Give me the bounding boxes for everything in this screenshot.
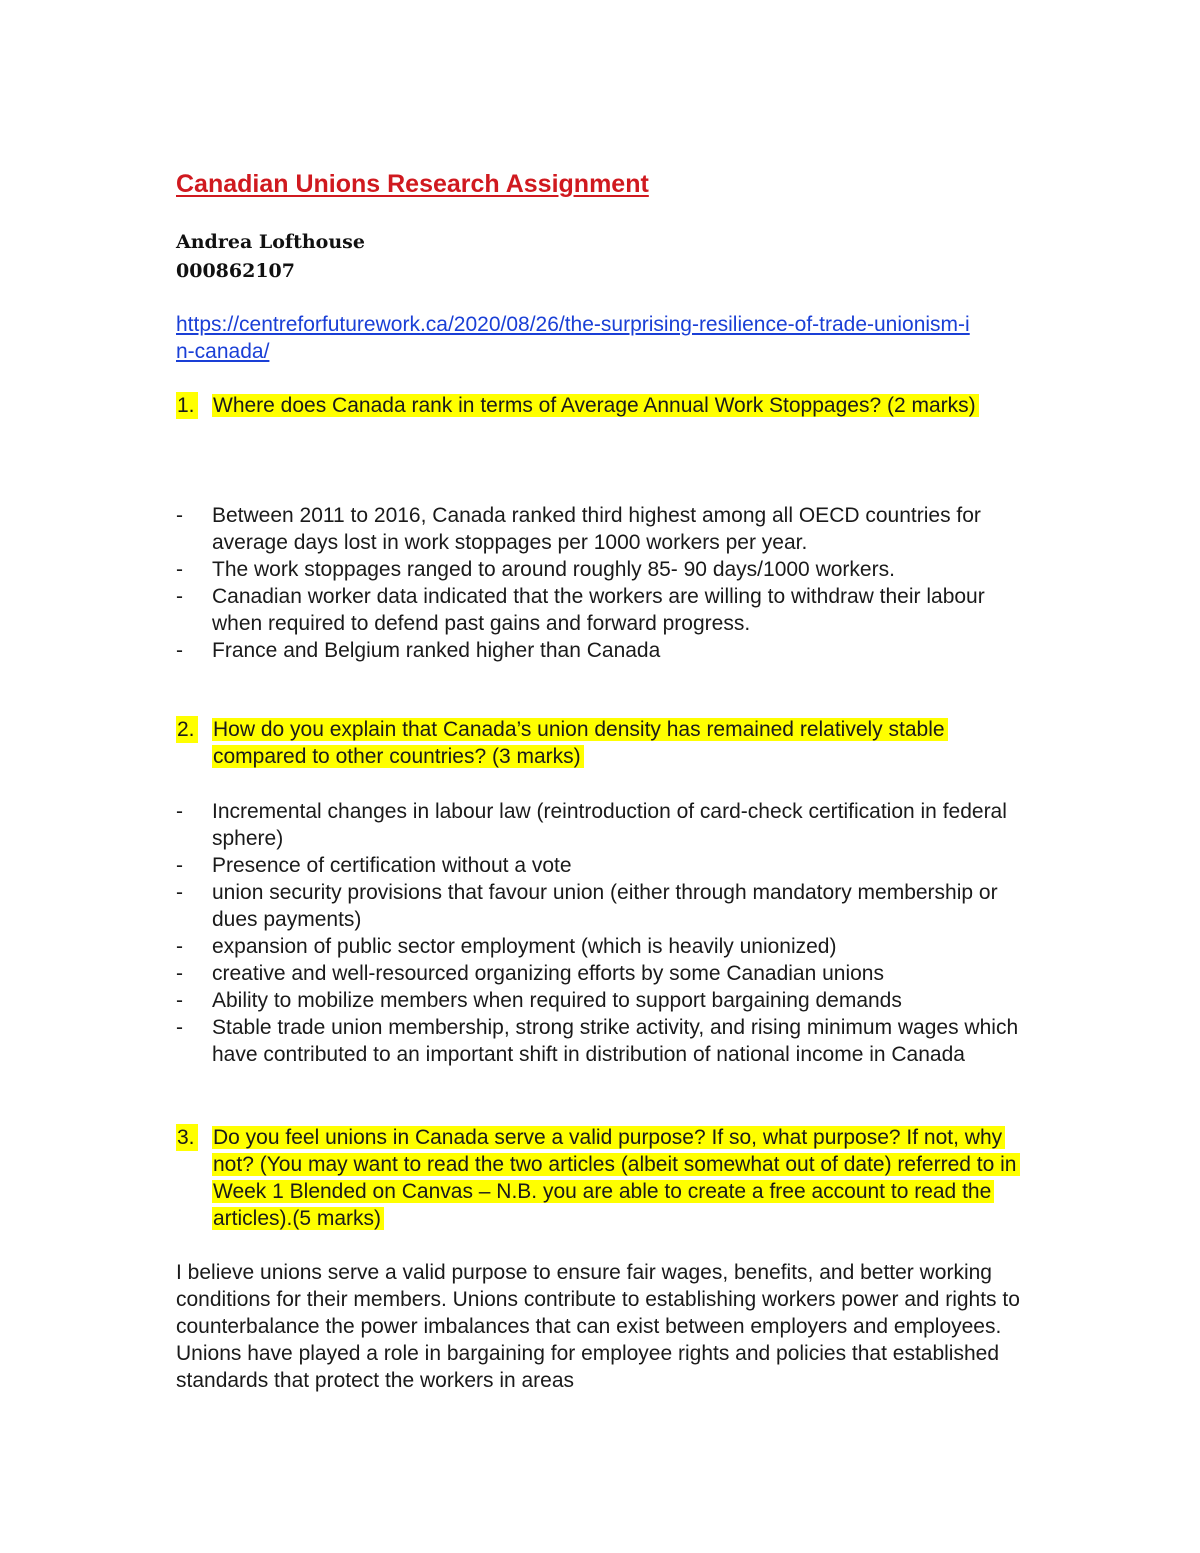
author-name: Andrea Lofthouse (176, 231, 365, 253)
answer-text: The work stoppages ranged to around roughly 85- 90 days/1000 workers. (212, 558, 895, 581)
bullet-dash: - (176, 935, 183, 958)
bullet-dash: - (176, 989, 183, 1012)
bullet-dash: - (176, 854, 183, 877)
question-1-number: 1. (176, 392, 198, 419)
bullet-dash: - (176, 585, 183, 608)
answer-paragraph: I believe unions serve a valid purpose to ensure fair wages, benefits, and better working conditions for their members. Unions contribute to establishing workers power and rights to counterbalance the power imbalances that can exist between employers and employees. Unions have played a role in bargaining for employee rights and policies that established standards that protect the workers in areas (176, 1261, 1020, 1392)
answer-text: Canadian worker data indicated that the workers are willing to withdraw their labour when required to defend past gains and forward progress. (212, 585, 985, 635)
question-3 (177, 1124, 1022, 1232)
list-item (176, 987, 1022, 1014)
question-3-number: 3. (176, 1124, 198, 1151)
bullet-dash: - (176, 962, 183, 985)
student-id: 000862107 (176, 260, 295, 282)
question-2 (177, 716, 1022, 770)
answer-list-1 (176, 502, 1022, 664)
list-item (176, 556, 1022, 583)
bullet-dash: - (176, 800, 183, 823)
list-item (176, 502, 1022, 556)
list-item (176, 637, 1022, 664)
bullet-dash: - (176, 1016, 183, 1039)
list-item (176, 879, 1022, 933)
list-item (176, 852, 1022, 879)
list-item (176, 933, 1022, 960)
answer-text: Between 2011 to 2016, Canada ranked third highest among all OECD countries for average days lost in work stoppages per 1000 workers per year. (212, 504, 981, 554)
bullet-dash: - (176, 881, 183, 904)
question-3-text: Do you feel unions in Canada serve a valid purpose? If so, what purpose? If not, why not? (You may want to read the two articles (albeit somewhat out of date) referred to in Week 1 Blended on Canvas – N.B. you are able to create a free account to read the articles).(5 marks) (212, 1126, 1020, 1230)
answer-text: Presence of certification without a vote (212, 854, 572, 877)
list-item (176, 798, 1022, 852)
question-2-number: 2. (176, 716, 198, 743)
answer-text: France and Belgium ranked higher than Canada (212, 639, 661, 662)
list-item (176, 960, 1022, 987)
answer-text: expansion of public sector employment (which is heavily unionized) (212, 935, 837, 958)
answer-text: Incremental changes in labour law (reintroduction of card-check certification in federal sphere) (212, 800, 1007, 850)
answer-text: Stable trade union membership, strong strike activity, and rising minimum wages which have contributed to an important shift in distribution of national income in Canada (212, 1016, 1019, 1066)
list-item (176, 583, 1022, 637)
author-block (176, 228, 365, 286)
answer-text: creative and well-resourced organizing efforts by some Canadian unions (212, 962, 884, 985)
bullet-dash: - (176, 558, 183, 581)
source-link[interactable]: https://centreforfuturework.ca/2020/08/26/the-surprising-resilience-of-trade-unionism-in-canada/ (176, 313, 970, 363)
bullet-dash: - (176, 504, 183, 527)
list-item (176, 1014, 1022, 1068)
question-1 (177, 392, 1022, 419)
question-2-text: How do you explain that Canada’s union density has remained relatively stable compared to other countries? (3 marks) (212, 718, 948, 768)
bullet-dash: - (176, 639, 183, 662)
answer-list-2 (176, 798, 1022, 1068)
answer-text: union security provisions that favour union (either through mandatory membership or dues payments) (212, 881, 998, 931)
document-title: Canadian Unions Research Assignment (176, 170, 649, 198)
answer-text: Ability to mobilize members when required to support bargaining demands (212, 989, 902, 1012)
question-1-text: Where does Canada rank in terms of Average Annual Work Stoppages? (2 marks) (212, 394, 979, 417)
